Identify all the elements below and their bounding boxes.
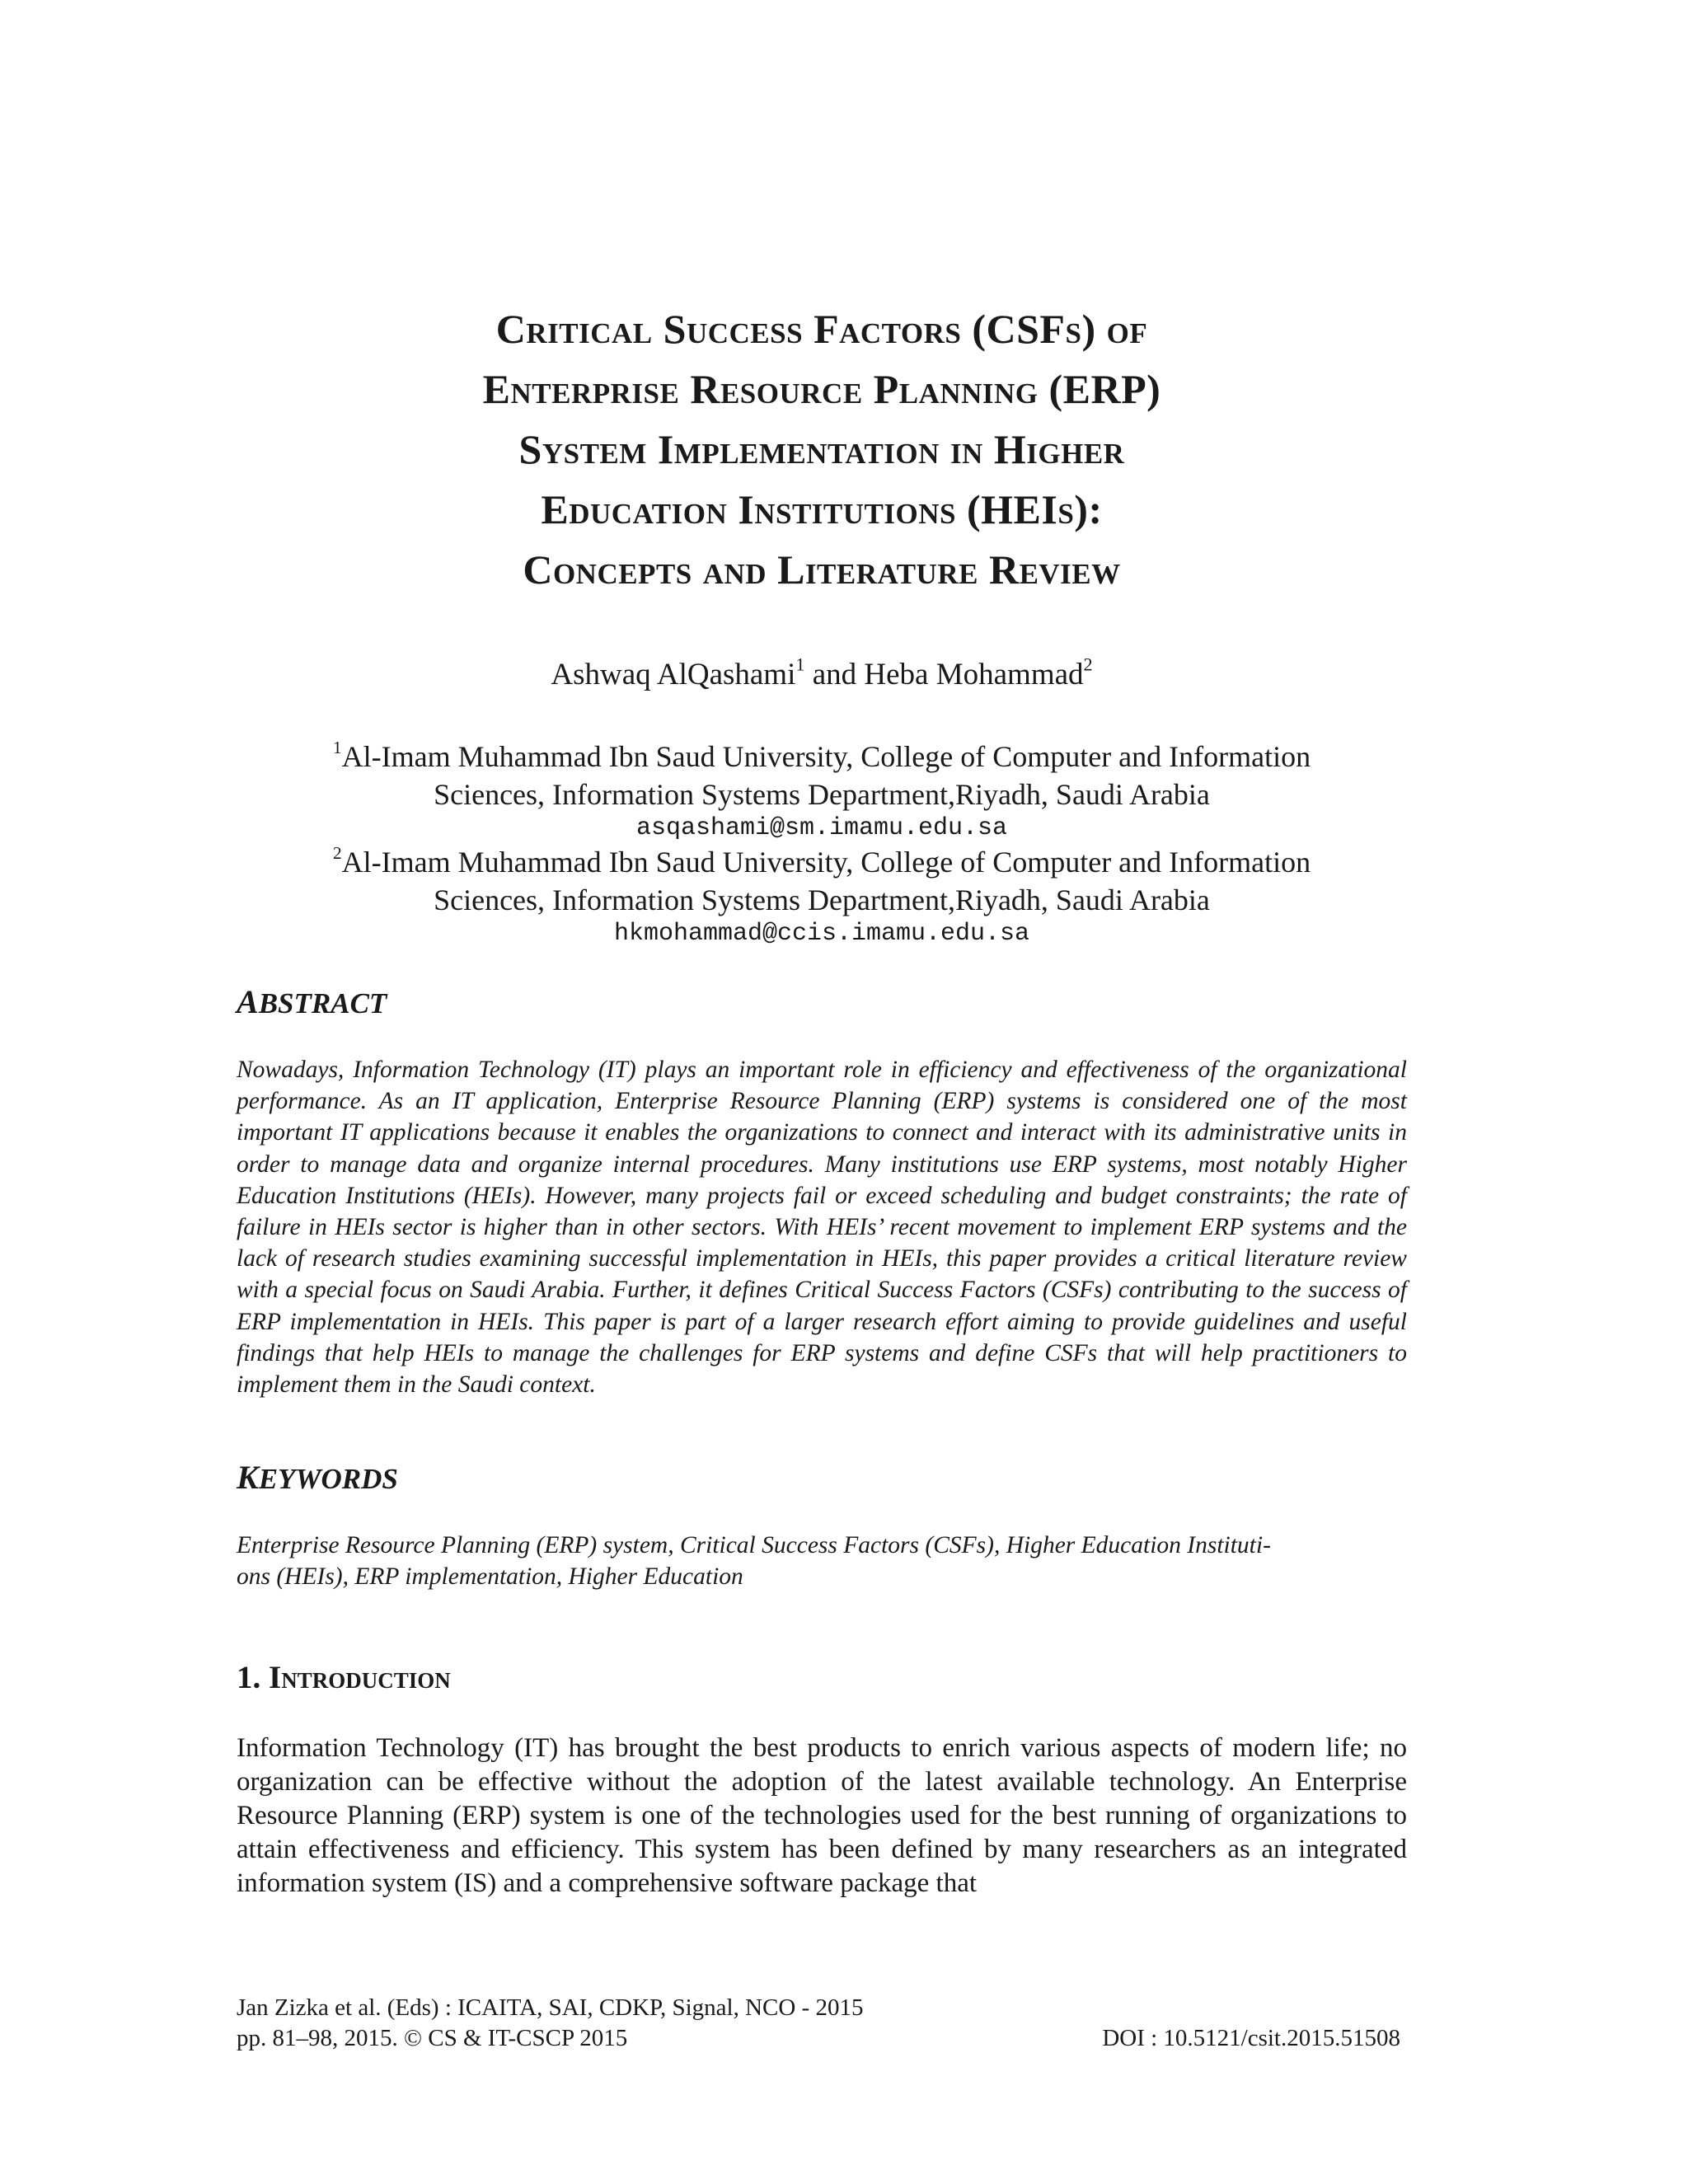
abstract-heading-rest: BSTRACT — [258, 987, 387, 1019]
title-text — [978, 546, 989, 593]
affiliation-line: Sciences, Information Systems Department,Riyadh, Saudi Arabia — [434, 778, 1210, 811]
title-small-caps: ystem — [542, 426, 647, 472]
title-capital: I — [738, 486, 755, 532]
author-affiliation-marker: 2 — [1083, 654, 1093, 675]
author-affiliation-marker: 1 — [795, 654, 805, 675]
author-name: Ashwaq AlQashami — [551, 658, 796, 691]
title-line-4 — [237, 480, 1407, 540]
title-text — [692, 546, 703, 593]
title-text — [940, 426, 950, 472]
title-text: ) — [1081, 306, 1107, 352]
title-text — [983, 426, 994, 472]
title-small-caps: ritical — [526, 306, 653, 352]
title-small-caps: s — [1065, 306, 1082, 352]
title-capital: E — [482, 366, 511, 412]
author-email[interactable]: hkmohammad@ccis.imamu.edu.sa — [613, 920, 1030, 948]
affiliation-institution: Al-Imam Muhammad Ibn Saud University, College of Computer and Information — [341, 846, 1311, 879]
author-name: Heba Mohammad — [864, 658, 1084, 691]
affiliation-line — [237, 843, 1407, 881]
title-small-caps: and — [702, 546, 767, 593]
author-list — [237, 655, 1407, 695]
paper-page — [237, 0, 1407, 2184]
title-text — [653, 306, 663, 352]
affiliation-marker: 2 — [332, 842, 342, 863]
title-text: (ERP) — [1038, 366, 1161, 412]
title-text — [863, 366, 874, 412]
title-text — [679, 366, 690, 412]
footer-doi[interactable]: DOI : 10.5121/csit.2015.51508 — [1102, 2025, 1400, 2051]
title-small-caps: of — [1106, 306, 1148, 352]
footer-citation — [237, 2023, 1407, 2053]
title-capital: P — [873, 366, 899, 412]
title-line-2 — [237, 359, 1407, 419]
title-capital: R — [690, 366, 720, 412]
affiliation-line — [237, 738, 1407, 776]
title-small-caps: ducation — [569, 486, 728, 532]
title-capital: S — [663, 306, 687, 352]
title-small-caps: esource — [720, 366, 863, 412]
keywords-heading — [237, 1460, 398, 1497]
title-text — [647, 426, 658, 472]
title-small-caps: in — [950, 426, 983, 472]
author-connector: and — [804, 658, 865, 691]
affiliation-line: Sciences, Information Systems Department,Riyadh, Saudi Arabia — [434, 883, 1210, 916]
title-capital: H — [993, 426, 1027, 472]
abstract-heading-initial: A — [237, 983, 259, 1020]
title-text: ): — [1074, 486, 1103, 532]
title-line-1 — [237, 299, 1407, 359]
title-small-caps: iterature — [804, 546, 978, 593]
keywords-heading-rest: EYWORDS — [258, 1463, 398, 1495]
title-small-caps: uccess — [686, 306, 804, 352]
affiliation — [237, 738, 1407, 843]
affiliation-institution: Al-Imam Muhammad Ibn Saud University, College of Computer and Information — [341, 740, 1311, 773]
keywords-line: Enterprise Resource Planning (ERP) system, Critical Success Factors (CSFs), Higher Education Instituti- — [237, 1532, 1271, 1558]
title-text — [727, 486, 738, 532]
title-capital: R — [988, 546, 1020, 593]
footer-editors: Jan Zizka et al. (Eds) : ICAITA, SAI, CDKP, Signal, NCO - 2015 — [237, 1994, 864, 2021]
title-capital: C — [523, 546, 553, 593]
title-small-caps: lanning — [898, 366, 1039, 412]
title-text: (CSF — [961, 306, 1066, 352]
title-capital: C — [495, 306, 527, 352]
section-heading-rest: ntroduction — [281, 1660, 451, 1695]
title-text — [803, 306, 814, 352]
section-number: 1. — [237, 1660, 269, 1695]
title-line-3 — [237, 419, 1407, 480]
title-small-caps: oncepts — [552, 546, 692, 593]
keywords-line: ons (HEIs), ERP implementation, Higher Education — [237, 1563, 743, 1591]
title-small-caps: nstitutions — [754, 486, 956, 532]
affiliation — [237, 843, 1407, 949]
title-small-caps: igher — [1026, 426, 1125, 472]
title-text — [767, 546, 777, 593]
title-capital: S — [518, 426, 542, 472]
title-capital: F — [814, 306, 840, 352]
title-line-5 — [237, 540, 1407, 600]
title-capital: L — [777, 546, 805, 593]
introduction-text: Information Technology (IT) has brought the best products to enrich various aspects of modern life; no organization can be effective without the adoption of the latest available technology. An Enterprise Resource Planning (ERP) system is one of the technologies used for the best running of organizations to attain effectiveness and efficiency. This system has been defined by many researchers as an integrated information system (IS) and a comprehensive software package that — [237, 1733, 1407, 1898]
title-small-caps: eview — [1019, 546, 1121, 593]
title-small-caps: s — [1057, 486, 1075, 532]
abstract-text: Nowadays, Information Technology (IT) plays an important role in efficiency and effectiveness of the organizational performance. As an IT application, Enterprise Resource Planning (ERP) systems is considered one of the most important IT applications because it enables the organizations to connect and interact with its administrative units in order to manage data and organize internal procedures. Many institutions use ERP systems, most notably Higher Education Institutions (HEIs). However, many projects fail or exceed scheduling and budget constraints; the rate of failure in HEIs sector is higher than in other sectors. With HEIs’ recent movement to implement ERP systems and the lack of research studies examining successful implementation in HEIs, this paper provides a critical literature review with a special focus on Saudi Arabia. Further, it defines Critical Success Factors (CSFs) contributing to the success of ERP implementation in HEIs. This paper is part of a larger research effort aiming to provide guidelines and useful findings that help HEIs to manage the challenges for ERP systems and define CSFs that will help practitioners to implement them in the Saudi context. — [237, 1057, 1407, 1399]
affiliation-marker: 1 — [332, 737, 342, 757]
author-email[interactable]: asqashami@sm.imamu.edu.sa — [635, 814, 1008, 842]
title-capital: E — [541, 486, 570, 532]
title-small-caps: mplementation — [673, 426, 940, 472]
keywords-text — [237, 1530, 1407, 1592]
abstract-heading — [237, 985, 387, 1021]
title-small-caps: actors — [839, 306, 962, 352]
paper-title — [237, 299, 1407, 600]
keywords-heading-initial: K — [237, 1459, 259, 1496]
title-text: (HEI — [955, 486, 1058, 532]
introduction-heading — [237, 1659, 451, 1697]
section-heading-initial: I — [269, 1660, 282, 1695]
title-small-caps: nterprise — [510, 366, 680, 412]
title-capital: I — [657, 426, 674, 472]
footer-pages: pp. 81–98, 2015. © CS & IT-CSCP 2015 — [237, 2025, 628, 2051]
